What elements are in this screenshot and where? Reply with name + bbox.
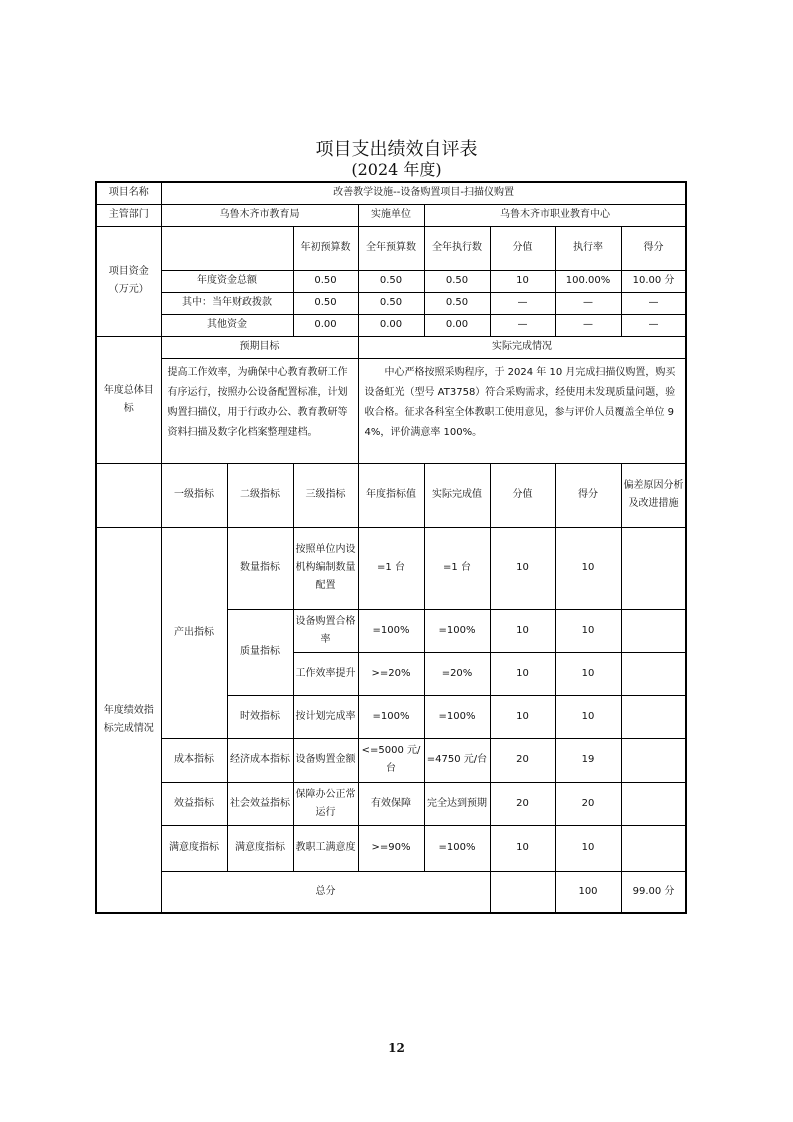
social-benefit-indicator-label: 社会效益指标: [227, 782, 293, 825]
indicator-name: 保障办公正常运行: [293, 782, 358, 825]
indicator-note: [621, 738, 686, 782]
funds-header-blank: [161, 226, 293, 270]
funds-row: [96, 292, 686, 314]
funds-cell: 0.50: [293, 292, 358, 314]
indicator-name: 按照单位内设机构编制数量配置: [293, 527, 358, 609]
funds-row-label: 其他资金: [161, 314, 293, 336]
output-indicator-label: 产出指标: [161, 527, 227, 738]
quality-indicator-label: 质量指标: [227, 609, 293, 695]
indicator-score: 19: [555, 738, 621, 782]
funds-cell: —: [555, 292, 621, 314]
project-name-label: 项目名称: [96, 182, 161, 204]
funds-header: 全年预算数: [358, 226, 424, 270]
indicator-note: [621, 782, 686, 825]
indicator-target: >=90%: [358, 825, 424, 871]
benefit-indicator-label: 效益指标: [161, 782, 227, 825]
satisfaction-sub-indicator-label: 满意度指标: [227, 825, 293, 871]
indicator-name: 设备购置合格率: [293, 609, 358, 652]
indicator-row: [96, 738, 686, 782]
indicator-weight: 10: [490, 695, 555, 738]
indicator-score: 20: [555, 782, 621, 825]
page-number: 12: [388, 1041, 405, 1055]
funds-row: [96, 314, 686, 336]
implementing-unit-label: 实施单位: [358, 204, 424, 226]
indicator-score: 10: [555, 609, 621, 652]
indicator-note: [621, 695, 686, 738]
form-subtitle: (2024 年度): [351, 160, 442, 179]
funds-cell: 0.50: [293, 270, 358, 292]
indicator-score: 10: [555, 652, 621, 695]
funds-header: 全年执行数: [424, 226, 490, 270]
funds-cell: 100.00%: [555, 270, 621, 292]
indicator-target: 有效保障: [358, 782, 424, 825]
timeliness-indicator-label: 时效指标: [227, 695, 293, 738]
indicator-header: 三级指标: [293, 463, 358, 527]
economic-cost-indicator-label: 经济成本指标: [227, 738, 293, 782]
indicator-row: [96, 782, 686, 825]
funds-cell: 10.00 分: [621, 270, 686, 292]
funds-cell: 0.00: [293, 314, 358, 336]
indicator-target: =100%: [358, 609, 424, 652]
funds-cell: 0.50: [358, 292, 424, 314]
indicator-note: [621, 652, 686, 695]
indicator-score: 10: [555, 695, 621, 738]
cost-indicator-label: 成本指标: [161, 738, 227, 782]
indicator-weight: 10: [490, 527, 555, 609]
indicator-row: [96, 527, 686, 609]
indicator-actual: =100%: [424, 695, 490, 738]
actual-result-content: 中心严格按照采购程序，于 2024 年 10 月完成扫描仪购置，购买设备虹光（型号 AT3758）符合采购需求，经使用未发现质量问题，验收合格。征求各科室全体教职工使用意见，参与评价人员覆盖全单位 94%，评价满意率 100%。: [364, 366, 676, 438]
quantity-indicator-label: 数量指标: [227, 527, 293, 609]
indicator-header-blank: [96, 463, 161, 527]
indicator-note: [621, 609, 686, 652]
actual-result-text: [358, 358, 686, 463]
funds-row-label: 年度资金总额: [161, 270, 293, 292]
department-label: 主管部门: [96, 204, 161, 226]
goals-content-row: [96, 358, 686, 463]
indicator-actual: =100%: [424, 609, 490, 652]
expected-goal-header: 预期目标: [161, 336, 358, 358]
indicator-header: 分值: [490, 463, 555, 527]
indicator-actual: =100%: [424, 825, 490, 871]
implementing-unit-value: 乌鲁木齐市职业教育中心: [424, 204, 686, 226]
total-label: 总分: [161, 871, 490, 913]
form-title: 项目支出绩效自评表: [315, 139, 478, 160]
indicator-header: 一级指标: [161, 463, 227, 527]
indicator-name: 按计划完成率: [293, 695, 358, 738]
indicator-target: <=5000 元/台: [358, 738, 424, 782]
performance-evaluation-table: [95, 181, 687, 914]
indicator-name: 工作效率提升: [293, 652, 358, 695]
funds-row-label: 其中：当年财政拨款: [161, 292, 293, 314]
funds-cell: —: [490, 314, 555, 336]
goals-section-label: 年度总体目标: [96, 336, 161, 463]
indicator-header-row: [96, 463, 686, 527]
funds-cell: —: [621, 292, 686, 314]
funds-row: [96, 270, 686, 292]
indicators-section-label: 年度绩效指标完成情况: [96, 527, 161, 913]
indicator-actual: =1 台: [424, 527, 490, 609]
indicator-name: 设备购置金额: [293, 738, 358, 782]
total-weight: 100: [555, 871, 621, 913]
indicator-header: 年度指标值: [358, 463, 424, 527]
indicator-weight: 20: [490, 782, 555, 825]
indicator-weight: 10: [490, 652, 555, 695]
satisfaction-indicator-label: 满意度指标: [161, 825, 227, 871]
total-score: 99.00 分: [621, 871, 686, 913]
expected-goal-text: 提高工作效率，为确保中心教育教研工作有序运行，按照办公设备配置标准，计划购置扫描仪，用于行政办公、教育教研等资料扫描及数字化档案整理建档。: [161, 358, 358, 463]
indicator-note: [621, 825, 686, 871]
indicator-header: 得分: [555, 463, 621, 527]
funds-header: 执行率: [555, 226, 621, 270]
funds-cell: 0.50: [424, 270, 490, 292]
funds-cell: —: [490, 292, 555, 314]
actual-result-header: 实际完成情况: [358, 336, 686, 358]
indicator-header: 二级指标: [227, 463, 293, 527]
indicator-target: =1 台: [358, 527, 424, 609]
funds-header: 分值: [490, 226, 555, 270]
indicator-weight: 10: [490, 609, 555, 652]
funds-cell: 0.00: [358, 314, 424, 336]
indicator-actual: =4750 元/台: [424, 738, 490, 782]
indicator-weight: 10: [490, 825, 555, 871]
project-name-row: [96, 182, 686, 204]
indicator-target: =100%: [358, 695, 424, 738]
total-row: [96, 871, 686, 913]
indicator-actual: 完全达到预期: [424, 782, 490, 825]
funds-header: 得分: [621, 226, 686, 270]
goals-header-row: [96, 336, 686, 358]
funds-cell: 0.50: [424, 292, 490, 314]
department-row: [96, 204, 686, 226]
indicator-score: 10: [555, 527, 621, 609]
indicator-row: [96, 825, 686, 871]
funds-header: 年初预算数: [293, 226, 358, 270]
indicator-note: [621, 527, 686, 609]
indicator-name: 教职工满意度: [293, 825, 358, 871]
funds-header-row: [96, 226, 686, 270]
indicator-actual: =20%: [424, 652, 490, 695]
funds-cell: 0.50: [358, 270, 424, 292]
funds-cell: 10: [490, 270, 555, 292]
indicator-header: 偏差原因分析及改进措施: [621, 463, 686, 527]
indicator-weight: 20: [490, 738, 555, 782]
indicator-header: 实际完成值: [424, 463, 490, 527]
funds-section-label: 项目资金（万元）: [96, 226, 161, 336]
department-value: 乌鲁木齐市教育局: [161, 204, 358, 226]
indicator-score: 10: [555, 825, 621, 871]
indicator-target: >=20%: [358, 652, 424, 695]
funds-cell: —: [555, 314, 621, 336]
project-name-value: 改善教学设施--设备购置项目-扫描仪购置: [161, 182, 686, 204]
funds-cell: 0.00: [424, 314, 490, 336]
funds-cell: —: [621, 314, 686, 336]
total-blank: [490, 871, 555, 913]
